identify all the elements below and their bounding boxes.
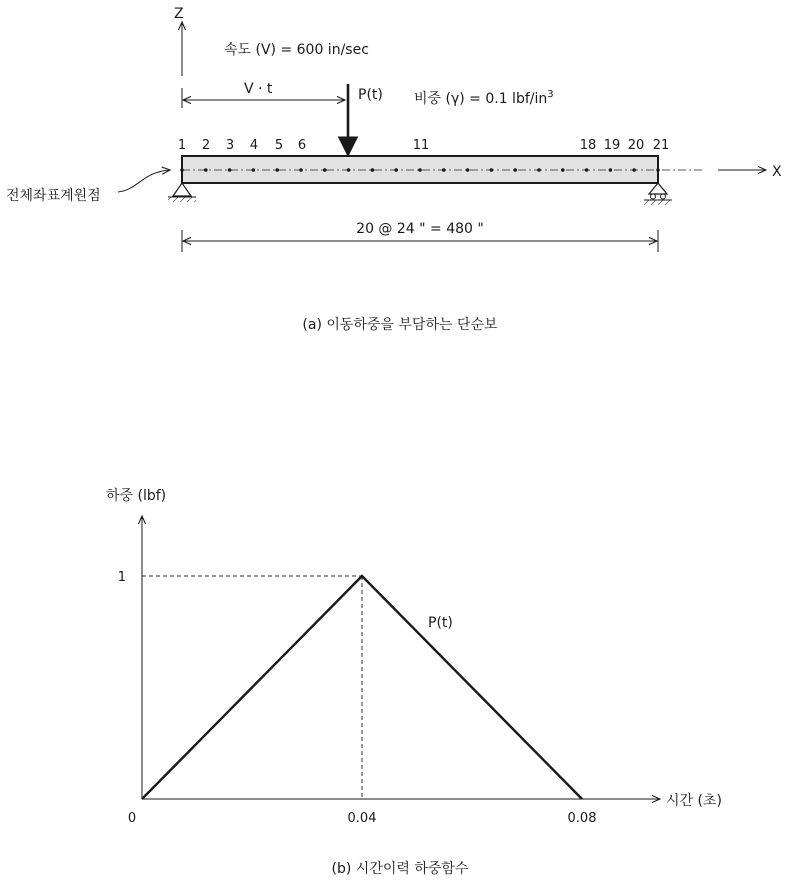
beam-node: [609, 168, 613, 172]
node-number: 11: [412, 138, 430, 153]
y-tick-label: 1: [117, 570, 126, 585]
caption-a: (a) 이동하중을 부담하는 단순보: [302, 317, 498, 333]
node-number: 3: [225, 138, 235, 153]
node-number: 5: [274, 138, 284, 153]
node-number: 1: [177, 138, 187, 153]
beam-node: [323, 168, 327, 172]
origin-leader: [118, 170, 170, 192]
x-tick-label: 0.04: [347, 811, 377, 826]
load-label: P(t): [358, 87, 383, 103]
node-number: 18: [579, 138, 597, 153]
beam-node: [347, 168, 351, 172]
beam-node: [585, 168, 589, 172]
beam-node: [561, 168, 565, 172]
y-axis-title: 하중 (lbf): [106, 488, 167, 504]
beam-node: [252, 168, 256, 172]
node-number-labels: [178, 138, 669, 153]
beam-node: [442, 168, 446, 172]
caption-b: (b) 시간이력 하중함수: [331, 861, 469, 877]
z-axis-label: Z: [174, 6, 184, 22]
origin-label: 전체좌표계원점: [6, 188, 101, 204]
curve-label: P(t): [428, 615, 453, 631]
beam-node: [228, 168, 232, 172]
node-number: 6: [297, 138, 307, 153]
beam-node: [180, 168, 184, 172]
roller-support: [644, 183, 672, 205]
beam-node: [394, 168, 398, 172]
x-axis-title: 시간 (초): [666, 793, 722, 809]
beam-nodes: [180, 168, 660, 172]
beam-node: [275, 168, 279, 172]
beam-node: [656, 168, 660, 172]
beam-node: [466, 168, 470, 172]
x-tick-label: 0: [127, 811, 137, 826]
span-label: 20 @ 24 " = 480 ": [356, 221, 484, 237]
beam-node: [537, 168, 541, 172]
distance-label: V · t: [244, 81, 273, 97]
node-number: 19: [603, 138, 621, 153]
node-number: 21: [652, 138, 670, 153]
beam-node: [371, 168, 375, 172]
beam-node: [418, 168, 422, 172]
pin-support: [168, 183, 196, 202]
node-number: 20: [627, 138, 645, 153]
node-number: 2: [201, 138, 211, 153]
beam-node: [632, 168, 636, 172]
x-tick-label: 0.08: [567, 811, 597, 826]
weight-label: 비중 (γ) = 0.1 lbf/$in^3$: [414, 89, 554, 107]
beam-node: [490, 168, 494, 172]
x-axis-label: X: [772, 164, 782, 180]
load-history-chart: [106, 487, 722, 877]
beam-node: [513, 168, 517, 172]
node-number: 4: [249, 138, 259, 153]
beam-node: [299, 168, 303, 172]
beam-diagram: [6, 6, 782, 333]
beam-node: [204, 168, 208, 172]
velocity-label: 속도 (V) = 600 in/sec: [224, 42, 369, 58]
